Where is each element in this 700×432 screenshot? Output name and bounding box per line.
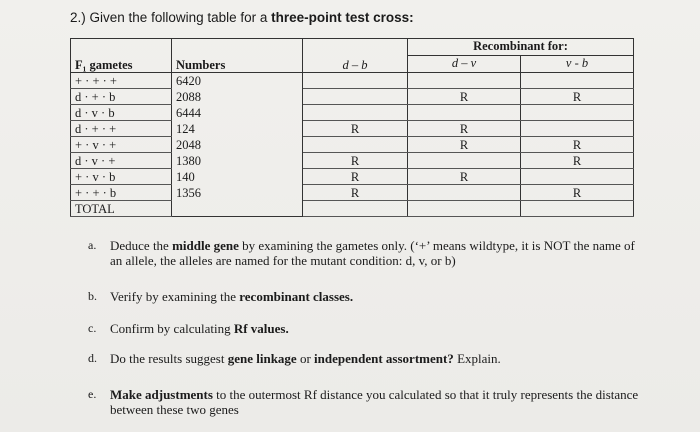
- question-letter: e.: [88, 387, 97, 401]
- question-emphasis: Make adjustments: [110, 387, 213, 402]
- table-row: [71, 153, 634, 169]
- header-v-b: v - b: [565, 56, 589, 70]
- table-header-row: [71, 39, 634, 73]
- recomb-d-v-cell: [408, 201, 521, 217]
- recomb-d-b-cell: [303, 201, 408, 217]
- question-fragment: Do the results suggest: [110, 351, 228, 366]
- gamete-cell: + · + · b: [71, 185, 172, 201]
- gamete-cell: d · + · b: [71, 89, 172, 105]
- question-fragment: Explain.: [453, 351, 501, 366]
- number-cell: 2048: [172, 137, 303, 153]
- test-cross-table: [70, 38, 634, 217]
- question-fragment: Verify by examining the: [110, 289, 240, 304]
- question-text: [110, 289, 650, 304]
- question-letter: c.: [88, 321, 97, 335]
- recomb-v-b-cell: [521, 73, 634, 89]
- recomb-d-b-cell: [303, 89, 408, 105]
- recomb-d-b-cell: [303, 73, 408, 89]
- gamete-cell: d · + · +: [71, 121, 172, 137]
- recomb-d-v-cell: R: [408, 137, 521, 153]
- recomb-d-b-cell: [303, 105, 408, 121]
- number-cell: 6420: [172, 73, 303, 89]
- recomb-v-b-cell: [521, 169, 634, 185]
- recomb-v-b-cell: [521, 201, 634, 217]
- recomb-d-b-cell: [303, 137, 408, 153]
- recomb-d-v-cell: R: [408, 121, 521, 137]
- header-gametes: F₁ gametes: [71, 39, 172, 73]
- question-text: [110, 238, 650, 268]
- table-row: [71, 121, 634, 137]
- gamete-cell: d · v · b: [71, 105, 172, 121]
- number-cell: 2088: [172, 89, 303, 105]
- recomb-d-v-cell: [408, 105, 521, 121]
- heading-bold: three-point test cross:: [271, 10, 414, 25]
- recomb-v-b-cell: R: [521, 137, 634, 153]
- recomb-v-b-cell: [521, 105, 634, 121]
- header-numbers: Numbers: [172, 39, 303, 73]
- question-letter: b.: [88, 289, 97, 303]
- number-cell: 1356: [172, 185, 303, 201]
- recomb-d-b-cell: R: [303, 121, 408, 137]
- table-row: [71, 137, 634, 153]
- recomb-v-b-cell: R: [521, 185, 634, 201]
- recomb-d-b-cell: R: [303, 153, 408, 169]
- number-cell: 140: [172, 169, 303, 185]
- question-heading: [70, 10, 414, 25]
- number-cell: [172, 201, 303, 217]
- question-emphasis: recombinant classes.: [239, 289, 354, 304]
- recomb-v-b-cell: [521, 121, 634, 137]
- recomb-v-b-cell: R: [521, 153, 634, 169]
- question-letter: d.: [88, 351, 97, 365]
- recomb-d-b-cell: R: [303, 169, 408, 185]
- question-text: [110, 387, 650, 417]
- question-text: [110, 351, 650, 366]
- question-text: [110, 321, 650, 336]
- table-row: [71, 185, 634, 201]
- recomb-d-v-cell: R: [408, 169, 521, 185]
- heading-prefix: Given the following table for a: [89, 10, 272, 25]
- table-row: [71, 105, 634, 121]
- gamete-cell: + · + · +: [71, 73, 172, 89]
- number-cell: 1380: [172, 153, 303, 169]
- recombinant-title: Recombinant for:: [408, 39, 633, 56]
- gamete-cell: d · v · +: [71, 153, 172, 169]
- question-fragment: Deduce the: [110, 238, 173, 253]
- recomb-d-v-cell: [408, 73, 521, 89]
- recomb-v-b-cell: R: [521, 89, 634, 105]
- question-emphasis: middle gene: [172, 238, 239, 253]
- question-emphasis: independent assortment?: [314, 351, 454, 366]
- gamete-cell: + · v · +: [71, 137, 172, 153]
- recomb-d-v-cell: [408, 153, 521, 169]
- recomb-d-v-cell: [408, 185, 521, 201]
- question-fragment: or: [296, 351, 315, 366]
- question-emphasis: Rf values.: [233, 321, 289, 336]
- number-cell: 124: [172, 121, 303, 137]
- table-row: [71, 169, 634, 185]
- question-number: 2.): [70, 10, 86, 25]
- header-d-v: d – v: [408, 56, 521, 72]
- header-d-b: d – b: [303, 39, 408, 73]
- question-emphasis: gene linkage: [227, 351, 297, 366]
- question-fragment: to the outermost Rf distance you calculated so that it truly represents the distance between these two genes: [110, 387, 639, 417]
- number-cell: 6444: [172, 105, 303, 121]
- gamete-cell: TOTAL: [71, 201, 172, 217]
- table-row: [71, 201, 634, 217]
- table-row: [71, 89, 634, 105]
- recomb-d-b-cell: R: [303, 185, 408, 201]
- header-recombinant: [408, 39, 634, 73]
- question-letter: a.: [88, 238, 97, 252]
- question-fragment: Confirm by calculating: [110, 321, 234, 336]
- question-fragment: by examining the gametes only. (‘+’ means wildtype, it is NOT the name of an allele, the alleles are named for the mutant condition: d, v, or b): [110, 238, 635, 268]
- table-row: [71, 73, 634, 89]
- gamete-cell: + · v · b: [71, 169, 172, 185]
- recomb-d-v-cell: R: [408, 89, 521, 105]
